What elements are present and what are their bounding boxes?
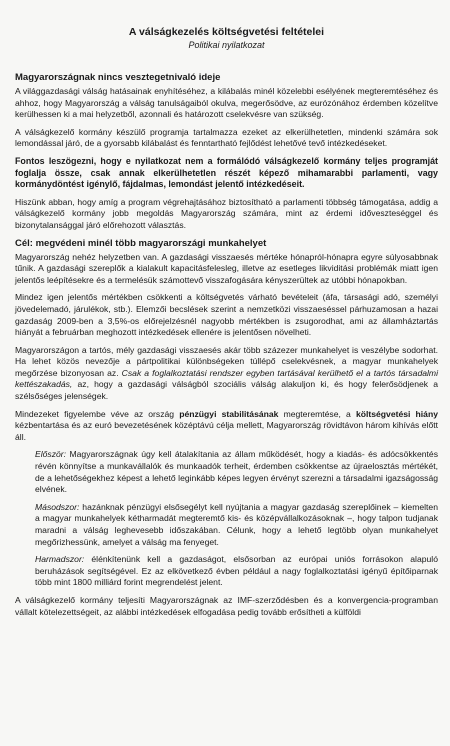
document-title: A válságkezelés költségvetési feltételei [128,26,325,38]
paragraph-8-text-e: kézbentartása és az euró bevezetésének középtávú célja mellett, Magyarország rövidtávon három kihívás előtt áll. [15,420,438,442]
paragraph-8-bold-deficit: költségvetési hiány [355,408,438,419]
paragraph-7 [15,345,438,403]
section-heading-2: Cél: megvédeni minél több magyarországi munkahelyet [15,237,267,249]
third-text: élénkítenünk kell a gazdaságot, elsősorban az európai uniós forrásokon alapuló beruházások segítségével. Ez az elkövetkező évben például a nagy foglalkoztatási igényű építőiparnak több mint 1800 milliárd forint megrendelést jelent. [35,554,438,588]
paragraph-7-italic: Csak a foglalkoztatási rendszer egyben tartásával kerülhető el a tartós társadalmi kettészakadás, [15,367,438,390]
paragraph-5: Magyarország nehéz helyzetben van. A gazdasági visszaesés mértéke hónapról-hónapra egyre súlyosabbnak tűnik. A gazdasági szereplők a kialakult kapacitásfelesleg, illetve az esetleges likviditási problémák miatt igen jelentős leépítésekre és a termelésük számottevő visszafogására kényszerültek az utóbbi hónapokban. [15,251,438,285]
paragraph-12: A válságkezelő kormány teljesíti Magyarországnak az IMF-szerződésben és a konvergencia-programban vállalt kötelezettségeit, az alábbi intézkedések elfogadása pedig tovább erősítheti a külföldi [15,594,438,617]
paragraph-7-text-c: az, hogy a gazdasági válságból szociális válság alakuljon ki, és hogy felerősödjenek a szélsőséges jelenségek. [15,379,438,402]
paragraph-8-bold-stability: pénzügyi stabilitásának [179,408,279,419]
paragraph-8 [15,409,438,444]
paragraph-1: A világgazdasági válság hatásainak enyhítéséhez, a kilábalás minél közelebbi esélyének megteremtéséhez és ahhoz, hogy Magyarország a válság tanulságaiból okulva, megerősödve, az eurózónához érdemben közelítve kerülhessen ki a mai helyzetből, azonnali és határozott cselekvésre van szükség. [15,86,438,120]
paragraph-7-text-a: Magyarországon a tartós, mély gazdasági visszaesés akár több százezer munkahelyet is veszélybe sodorhat. Ha lehet közös nevezője a pártpolitikai különbségeken túllépő cselekvésnek, a magyar munkahelyek megőrzése bizonyosan az. [15,344,438,378]
second-text: hazánknak pénzügyi elsősegélyt kell nyújtania a magyar gazdaság szereplőinek – kiemelten a magyar munkahelyek kétharmadát megteremtő kis- és középvállalkozásoknak –, hogy talpon tudjanak maradni a válság leghevesebb időszakában. Célunk, hogy a lehető legtöbb olyan munkahelyet megőrizhessünk, amelyet a válság ma fenyeget. [35,501,438,547]
third-label: Harmadszor: [35,554,85,565]
paragraph-2: A válságkezelő kormány készülő programja tartalmazza ezeket az elkerülhetetlen, mindenki számára sok lemondással járó, de a gyorsabb kilábalást és fenntartható fejlődést lehetővé tevő intézkedéseket. [15,126,438,149]
first-label: Először: [35,449,67,460]
paragraph-second [15,502,438,548]
section-heading-1: Magyarországnak nincs vesztegetnivaló ideje [15,72,221,83]
paragraph-third [15,554,438,589]
document-subtitle: Politikai nyilatkozat [188,40,265,50]
paragraph-first [15,449,438,495]
first-text: Magyarországnak úgy kell átalakítania az állam működését, hogy a kiadás- és adócsökkentés révén könnyítse a munkavállalók és munkaadók terheit, érdemben csökkentse az újraelosztás mértékét, de a lehetőségekhez képest a lehető leginkább képes legyen érvényt szerezni a társadalmi igazságosság elvének. [35,449,438,495]
paragraph-8-text-a: Mindezeket figyelembe véve az ország [15,408,180,419]
paragraph-8-text-c: megteremtése, a [278,408,356,419]
paragraph-3-bold: Fontos leszögezni, hogy e nyilatkozat nem a formálódó válságkezelő kormány teljes programját foglalja össze, csak annak elkerülhetetlen részét képező mihamarabbi parlamenti, vagy kormánydöntést igénylő, fájdalmas, lemondást jelentő intézkedéseit. [15,155,438,190]
paragraph-4: Hiszünk abban, hogy amíg a program végrehajtásához biztosítható a parlamenti többség támogatása, addig a válságkezelő kormány jobb megoldás Magyarország számára, mint az érdemi időveszteséggel és bizonytalansággal járó előrehozott választás. [15,196,438,230]
second-label: Másodszor: [35,501,80,512]
paragraph-6: Mindez igen jelentős mértékben csökkenti a költségvetés várható bevételeit (áfa, társasági adó, személyi jövedelemadó, járulékok, stb.). Elemzői becslések szerint a nemzetközi visszaeséssel párhuzamosan a hazai gazdaság 2009-ben a 3,5%-os előrejelzésnél nagyobb mértékben is zsugorodhat, ami az államháztartás hiányát a februárban meghozott intézkedések ellenére is jelentősen növelheti. [15,292,438,338]
